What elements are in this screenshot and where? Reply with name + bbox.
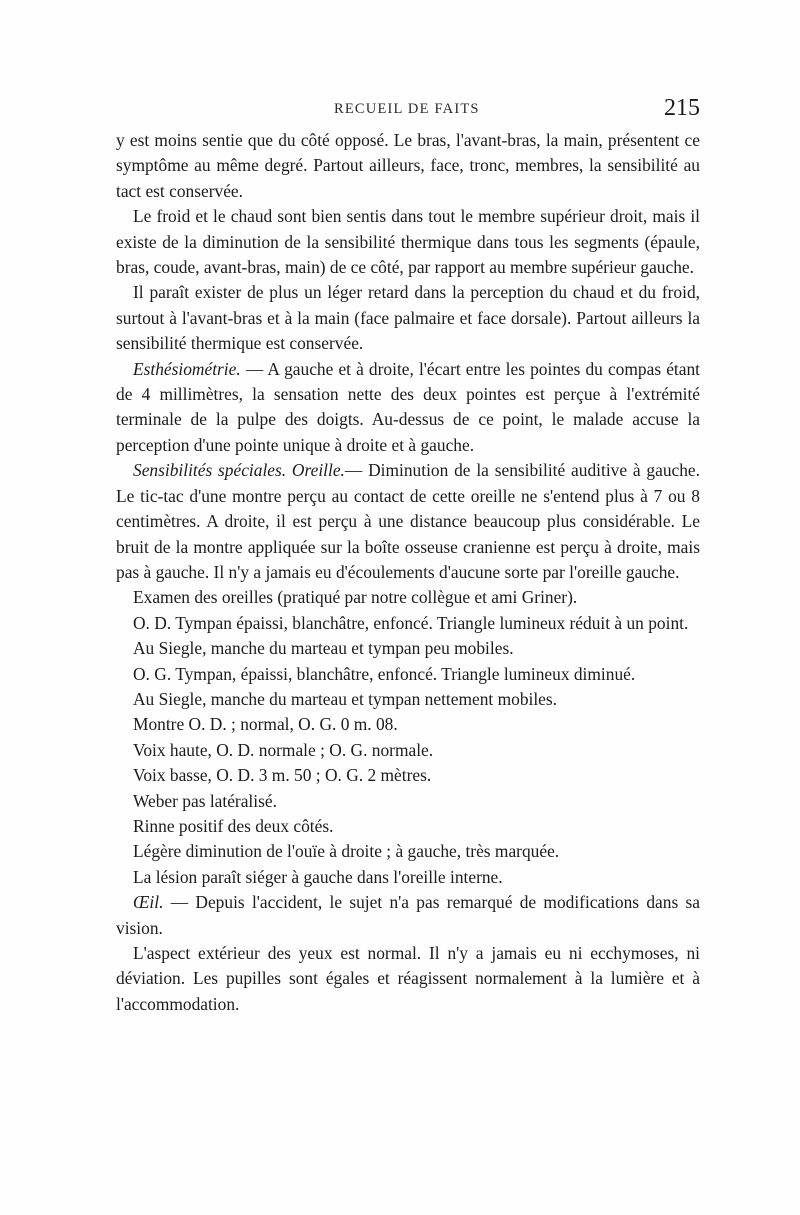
paragraph-lesion-site: La lésion paraît siéger à gauche dans l'oreille interne. <box>133 866 503 887</box>
paragraph-thermal-delay: Il paraît exister de plus un léger retard dans la perception du chaud et du froid, surtout à l'avant-bras et à la main (face palmaire et face dorsale). Partout ailleurs la sensibilité thermique est conservée. <box>116 282 700 354</box>
paragraph-rinne: Rinne positif des deux côtés. <box>133 815 334 836</box>
paragraph-eye-aspect: L'aspect extérieur des yeux est normal. Il n'y a jamais eu ni ecchymoses, ni déviation. Les pupilles sont égales et réagissent normalement à la lumière et à l'accommodation. <box>116 943 700 1014</box>
paragraph-loud-voice: Voix haute, O. D. normale ; O. G. normale. <box>133 739 434 760</box>
paragraph-hearing: Sensibilités spéciales. Oreille.— Diminution de la sensibilité auditive à gauche. Le tic-tac d'une montre perçu au contact de cette oreille ne s'entend plus à 7 ou 8 centimètres. A droite, il est perçu à une distance beaucoup plus considérable. Le bruit de la montre appliquée sur la boîte osseuse cranienne est perçu à droite, mais pas à gauche. Il n'y a jamais eu d'écoulements d'aucune sorte par l'oreille gauche. <box>116 460 700 582</box>
running-head: RECUEIL DE FAITS <box>334 101 480 117</box>
paragraph-hearing-summary: Légère diminution de l'ouïe à droite ; à gauche, très marquée. <box>133 841 560 862</box>
paragraph-right-ear: O. D. Tympan épaissi, blanchâtre, enfoncé. Triangle lumineux réduit à un point. <box>133 612 689 633</box>
paragraph-weber: Weber pas latéralisé. <box>133 790 277 811</box>
paragraph-left-ear: O. G. Tympan, épaissi, blanchâtre, enfoncé. Triangle lumineux diminué. <box>133 663 636 684</box>
paragraph-siegle-right: Au Siegle, manche du marteau et tympan peu mobiles. <box>133 638 514 659</box>
body-text <box>116 128 700 1017</box>
paragraph-siegle-left: Au Siegle, manche du marteau et tympan nettement mobiles. <box>133 688 558 709</box>
page-number: 215 <box>664 95 700 121</box>
paragraph-eye: Œil. — Depuis l'accident, le sujet n'a pas remarqué de modifications dans sa vision. <box>116 892 700 938</box>
section-lead: Œil. <box>133 892 164 913</box>
paragraph-esthesiometry: Esthésiométrie. — A gauche et à droite, l'écart entre les pointes du compas étant de 4 millimètres, la sensation nette des deux pointes est perçue à l'extrémité terminale de la pulpe des doigts. Au-dessus de ce point, le malade accuse la perception d'une pointe unique à droite et à gauche. <box>116 358 700 455</box>
paragraph-thermal-sensitivity: Le froid et le chaud sont bien sentis dans tout le membre supérieur droit, mais il existe de la diminution de la sensibilité thermique dans tous les segments (épaule, bras, coude, avant-bras, main) de ce côté, par rapport au membre supérieur gauche. <box>116 206 700 278</box>
paragraph-low-voice: Voix basse, O. D. 3 m. 50 ; O. G. 2 mètres. <box>133 765 432 786</box>
page-header <box>116 97 700 125</box>
paragraph-watch-test: Montre O. D. ; normal, O. G. 0 m. 08. <box>133 714 398 735</box>
section-lead: Sensibilités spéciales. Oreille. <box>133 460 345 481</box>
paragraph-ear-exam: Examen des oreilles (pratiqué par notre collègue et ami Griner). <box>133 587 578 608</box>
paragraph-continuation: y est moins sentie que du côté opposé. Le bras, l'avant-bras, la main, présentent ce symptôme au même degré. Partout ailleurs, face, tronc, membres, la sensibilité au tact est conservée. <box>116 130 700 201</box>
section-lead: Esthésiométrie. <box>133 358 241 379</box>
